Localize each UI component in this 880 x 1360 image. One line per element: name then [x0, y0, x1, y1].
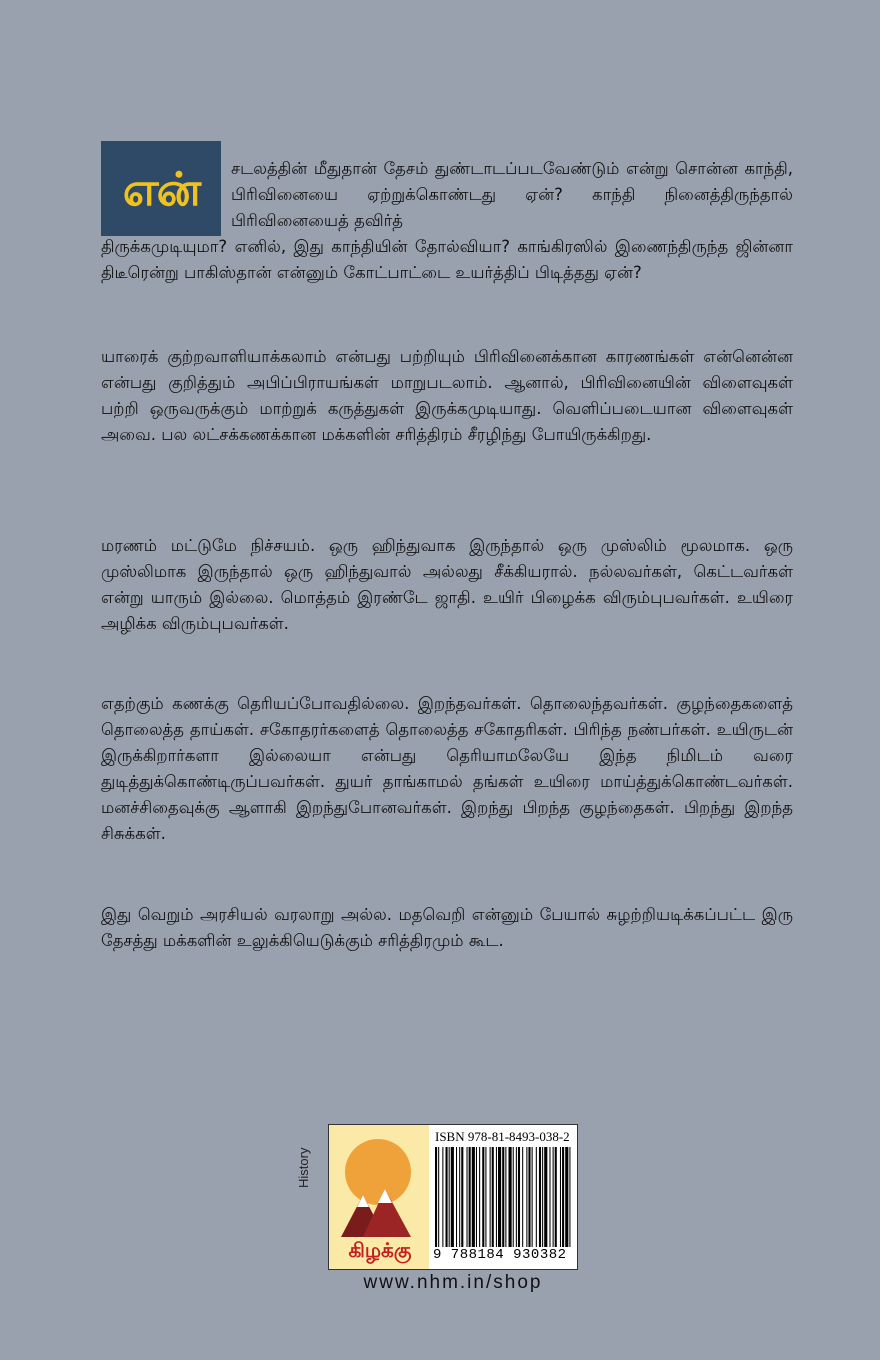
paragraph-2: யாரைக் குற்றவாளியாக்கலாம் என்பது பற்றியும் பிரிவினைக்கான காரணங்கள் என்னென்ன என்பது குறித்தும் அபிப்பிராயங்கள் மாறுபடலாம். ஆனால், பிரிவினையின் விளைவுகள் பற்றி ஒருவருக்கும் மாற்றுக் கருத்துகள் இருக்கமுடியாது. வெளிப்படையான விளைவுகள் அவை. பல லட்சக்கணக்கான மக்களின் சரித்திரம் சீரழிந்து போயிருக்கிறது. [101, 347, 793, 444]
drop-word-badge [101, 141, 221, 236]
category-label: History [296, 1147, 311, 1188]
publisher-barcode-panel [328, 1124, 578, 1270]
paragraph-3: மரணம் மட்டுமே நிச்சயம். ஒரு ஹிந்துவாக இருந்தால் ஒரு முஸ்லிம் மூலமாக. ஒரு முஸ்லிமாக இருந்தால் ஒரு ஹிந்துவால் அல்லது சீக்கியரால். நல்லவர்கள், கெட்டவர்கள் என்று யாரும் இல்லை. மொத்தம் இரண்டே ஜாதி. உயிர் பிழைக்க விரும்புபவர்கள். உயிரை அழிக்க விரும்புபவர்கள். [101, 536, 793, 633]
isbn-text: ISBN 978-81-8493-038-2 [435, 1129, 570, 1144]
drop-word: என் [122, 161, 200, 216]
barcode-bars [433, 1147, 573, 1247]
ean-text: 9 788184 930382 [433, 1247, 567, 1263]
mountain-icon [341, 1189, 417, 1237]
paragraph-5: இது வெறும் அரசியல் வரலாறு அல்ல. மதவெறி என்னும் பேயால் சுழற்றியடிக்கப்பட்ட இரு தேசத்து மக்களின் உலுக்கியெடுக்கும் சரித்திரமும் கூட. [101, 905, 793, 950]
paragraph-4: எதற்கும் கணக்கு தெரியப்போவதில்லை. இறந்தவர்கள். தொலைந்தவர்கள். குழந்தைகளைத் தொலைத்த தாய்கள். சகோதரர்களைத் தொலைத்த சகோதரிகள். பிரிந்த நண்பர்கள். உயிருடன் இருக்கிறார்களா இல்லையா என்பது தெரியாமலேயே இந்த நிமிடம் வரை துடித்துக்கொண்டிருப்பவர்கள். துயர் தாங்காமல் தங்கள் உயிரை மாய்த்துக்கொண்டவர்கள். மனச்சிதைவுக்கு ஆளாகி இறந்துபோனவர்கள். இறந்து பிறந்த குழந்தைகள். பிறந்து இறந்த சிசுக்கள். [101, 694, 793, 843]
publisher-name: கிழக்கு [348, 1238, 412, 1262]
barcode [433, 1129, 573, 1265]
publisher-logo [329, 1125, 429, 1269]
paragraph-1-rest: திருக்கமுடியுமா? எனில், இது காந்தியின் தோல்வியா? காங்கிரஸில் இணைந்திருந்த ஜின்னா திடீரென்று பாகிஸ்தான் என்னும் கோட்பாட்டை உயர்த்திப் பிடித்தது ஏன்? [101, 237, 793, 282]
paragraph-1-lead: சடலத்தின் மீதுதான் தேசம் துண்டாடப்படவேண்டும் என்று சொன்ன காந்தி, பிரிவினையை ஏற்றுக்கொண்டது ஏன்? காந்தி நினைத்திருந்தால் பிரிவினையைத் தவிர்த் [231, 159, 793, 230]
website-url: www.nhm.in/shop [363, 1272, 543, 1293]
